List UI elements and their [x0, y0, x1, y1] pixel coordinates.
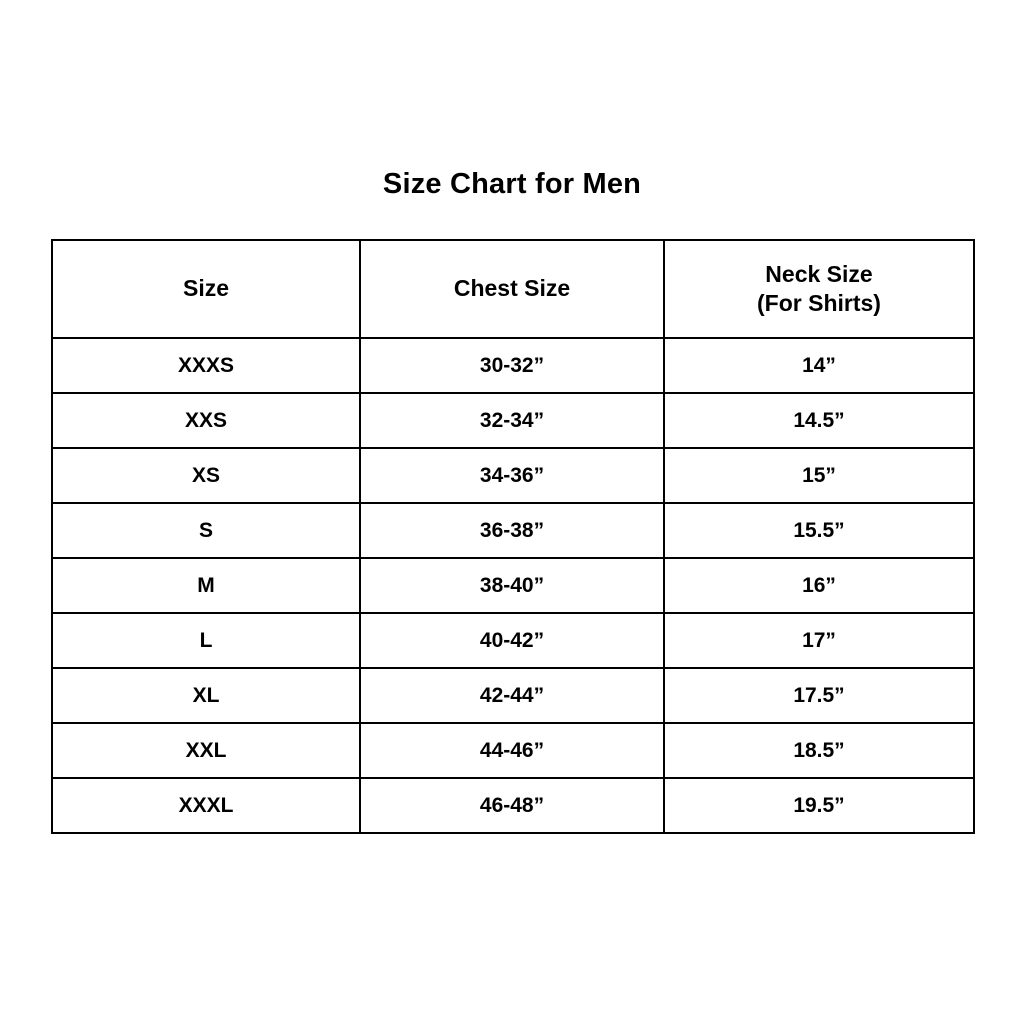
column-header-chest — [360, 240, 664, 338]
table-row — [52, 393, 974, 448]
size-chart-table-container — [51, 239, 973, 834]
cell-neck: 18.5” — [664, 723, 974, 778]
cell-neck: 15.5” — [664, 503, 974, 558]
cell-size: XXS — [52, 393, 360, 448]
cell-size: XL — [52, 668, 360, 723]
cell-size: XXXL — [52, 778, 360, 833]
cell-neck: 16” — [664, 558, 974, 613]
table-row — [52, 448, 974, 503]
cell-size: XXXS — [52, 338, 360, 393]
table-row — [52, 558, 974, 613]
cell-chest: 34-36” — [360, 448, 664, 503]
size-chart-table — [51, 239, 975, 834]
column-header-neck-sublabel: (For Shirts) — [757, 290, 881, 316]
cell-size: L — [52, 613, 360, 668]
cell-neck: 19.5” — [664, 778, 974, 833]
cell-neck: 17.5” — [664, 668, 974, 723]
cell-neck: 14” — [664, 338, 974, 393]
page-title: Size Chart for Men — [382, 168, 642, 200]
cell-chest: 32-34” — [360, 393, 664, 448]
column-header-chest-label: Chest Size — [453, 275, 571, 302]
cell-neck: 14.5” — [664, 393, 974, 448]
column-header-size-label: Size — [182, 275, 230, 302]
cell-neck: 17” — [664, 613, 974, 668]
table-row — [52, 338, 974, 393]
table-row — [52, 503, 974, 558]
cell-chest: 42-44” — [360, 668, 664, 723]
table-header-row — [52, 240, 974, 338]
table-row — [52, 778, 974, 833]
column-header-neck-label: Neck Size — [765, 260, 873, 287]
table-row — [52, 613, 974, 668]
column-header-size — [52, 240, 360, 338]
cell-chest: 38-40” — [360, 558, 664, 613]
cell-chest: 36-38” — [360, 503, 664, 558]
cell-chest: 44-46” — [360, 723, 664, 778]
cell-size: XS — [52, 448, 360, 503]
table-body — [52, 338, 974, 833]
table-row — [52, 668, 974, 723]
cell-size: XXL — [52, 723, 360, 778]
cell-chest: 46-48” — [360, 778, 664, 833]
cell-size: M — [52, 558, 360, 613]
table-header — [52, 240, 974, 338]
cell-neck: 15” — [664, 448, 974, 503]
cell-size: S — [52, 503, 360, 558]
cell-chest: 40-42” — [360, 613, 664, 668]
column-header-neck — [664, 240, 974, 338]
table-row — [52, 723, 974, 778]
cell-chest: 30-32” — [360, 338, 664, 393]
